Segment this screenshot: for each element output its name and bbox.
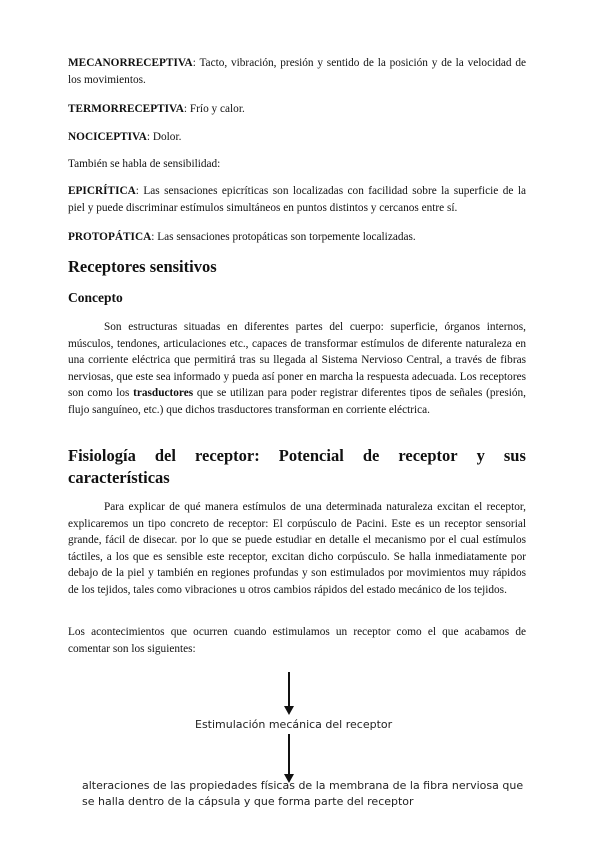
flow-arrow-shaft-1 (288, 672, 290, 708)
concepto-text-1: Son estructuras situadas en diferentes partes del cuerpo: superficie, órganos internos, músculos, tendones, articulaciones etc., capaces de transformar estímulos de diferente naturaleza en una corriente eléctrica que permitirá tras su llegada al Sistema Nervioso Central, a través de fibras nerviosas, que este sea informado y pueda así poner en marcha la respuesta adecuada. Los receptores son como los (68, 321, 526, 399)
protopatica-text: : Las sensaciones protopáticas son torpemente localizadas. (151, 231, 416, 243)
heading-word: receptor: (194, 446, 260, 465)
flow-arrow-shaft-2 (288, 734, 290, 776)
epicritica-term: EPICRÍTICA (68, 185, 136, 197)
termorreceptiva-paragraph (68, 101, 526, 118)
flow-step-membrane (82, 778, 523, 810)
sensibilidad-intro: También se habla de sensibilidad: (68, 158, 221, 170)
epicritica-text: : Las sensaciones epicríticas son localizadas con facilidad sobre la superficie de la piel y puede discriminar estímulos simultáneos en puntos distintos y cercanos entre sí. (68, 185, 526, 214)
protopatica-paragraph (68, 229, 526, 246)
heading-concepto: Concepto (68, 290, 123, 305)
flow-step-membrane-line1: alteraciones de las propiedades físicas de la membrana de la fibra nerviosa que (82, 779, 524, 792)
acontecimientos-paragraph: Los acontecimientos que ocurren cuando estimulamos un receptor como el que acabamos de comentar son los siguientes: (68, 626, 526, 655)
heading-word: de (362, 446, 380, 465)
heading-word: y (476, 446, 485, 465)
flow-step-stimulation: Estimulación mecánica del receptor (195, 718, 393, 731)
mecanorreceptiva-text: : Tacto, vibración, presión y sentido de la posición y de la velocidad de los movimientos. (68, 57, 526, 86)
concepto-paragraph (68, 319, 526, 418)
heading-word: del (154, 446, 176, 465)
epicritica-paragraph (68, 183, 526, 216)
flow-step-membrane-line2: se halla dentro de la cápsula y que forma parte del receptor (82, 795, 414, 808)
nociceptiva-text: : Dolor. (146, 131, 182, 143)
protopatica-term: PROTOPÁTICA (68, 231, 152, 243)
heading-word: Potencial (278, 446, 344, 465)
heading-receptores-sensitivos: Receptores sensitivos (68, 257, 217, 276)
concepto-text-2: que se utilizan para poder registrar diferentes tipos de señales (presión, flujo sanguíneo, etc.) que dichos trasductores transforman en corriente eléctrica. (68, 387, 526, 416)
heading-word: receptor (398, 446, 458, 465)
heading-fisiologia-line1 (68, 445, 526, 467)
heading-word: Fisiología (68, 446, 136, 465)
nociceptiva-paragraph (68, 129, 526, 146)
fisiologia-paragraph: Para explicar de qué manera estímulos de una determinada naturaleza excitan el receptor, explicaremos un tipo concreto de receptor: El corpúsculo de Pacini. Este es un receptor sensorial grande, fácil de disecar. por lo que se puede estudiar en detalle el mecanismo por el cual estímulos táctiles, a los que es sensible este receptor, excitan dicho corpúsculo. Se halla inmediatamente por debajo de la piel y también en regiones profundas y son estimulados por movimientos muy rápidos de los tejidos, tales como vibraciones u otros cambios rápidos del estado mecánico de los tejidos. (68, 501, 526, 596)
termorreceptiva-text: : Frío y calor. (183, 103, 245, 115)
nociceptiva-term: NOCICEPTIVA (68, 131, 147, 143)
heading-word: sus (503, 446, 526, 465)
mecanorreceptiva-term: MECANORRECEPTIVA (68, 57, 193, 69)
heading-fisiologia-line2: características (68, 468, 170, 487)
concepto-bold-term: trasductores (133, 387, 194, 399)
flow-arrow-down-icon (284, 706, 294, 715)
mecanorreceptiva-paragraph (68, 55, 526, 88)
heading-fisiologia (68, 445, 526, 489)
termorreceptiva-term: TERMORRECEPTIVA (68, 103, 184, 115)
